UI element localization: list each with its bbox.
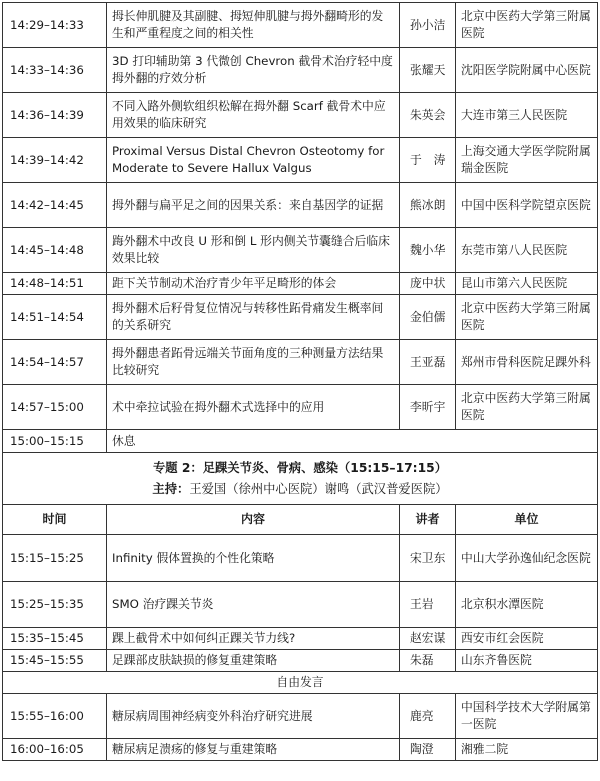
table-row — [3, 650, 598, 672]
speaker-cell: 朱磊 — [400, 650, 456, 672]
unit-cell: 西安市红会医院 — [456, 628, 598, 650]
time-cell: 16:00–16:05 — [3, 739, 107, 761]
content-cell: 踝上截骨术中如何纠正踝关节力线? — [107, 628, 400, 650]
time-cell: 14:42–14:45 — [3, 183, 107, 228]
unit-cell: 昆山市第六人民医院 — [456, 273, 598, 295]
speaker-cell: 朱英会 — [400, 93, 456, 138]
schedule-table — [2, 2, 598, 761]
unit-cell: 中国科学技术大学附属第一医院 — [456, 694, 598, 739]
speaker-cell: 王岩 — [400, 582, 456, 628]
time-cell: 15:15–15:25 — [3, 535, 107, 582]
content-cell: 不同入路外侧软组织松解在拇外翻 Scarf 截骨术中应用效果的临床研究 — [107, 93, 400, 138]
unit-cell: 中山大学孙逸仙纪念医院 — [456, 535, 598, 582]
time-cell: 15:55–16:00 — [3, 694, 107, 739]
column-header-unit: 单位 — [456, 505, 598, 535]
chair-names: 王爱国（徐州中心医院）谢鸣（武汉普爱医院） — [189, 481, 448, 496]
unit-cell: 北京积水潭医院 — [456, 582, 598, 628]
speaker-cell: 庞中状 — [400, 273, 456, 295]
speaker-cell: 赵宏谋 — [400, 628, 456, 650]
break-row — [3, 430, 598, 453]
speaker-cell: 张耀天 — [400, 48, 456, 93]
table-row — [3, 385, 598, 430]
time-cell: 15:35–15:45 — [3, 628, 107, 650]
unit-cell: 沈阳医学院附属中心医院 — [456, 48, 598, 93]
content-cell: 距下关节制动术治疗青少年平足畸形的体会 — [107, 273, 400, 295]
unit-cell: 山东齐鲁医院 — [456, 650, 598, 672]
table-row — [3, 228, 598, 273]
free-speech-row — [3, 672, 598, 694]
time-cell: 14:51–14:54 — [3, 295, 107, 340]
table-row — [3, 535, 598, 582]
session-cell — [3, 453, 598, 505]
time-cell: 14:45–14:48 — [3, 228, 107, 273]
time-cell: 14:29–14:33 — [3, 3, 107, 48]
content-cell: 术中牵拉试验在拇外翻术式选择中的应用 — [107, 385, 400, 430]
session-chairs — [3, 479, 597, 500]
table-row — [3, 340, 598, 385]
table-row — [3, 694, 598, 739]
unit-cell: 北京中医药大学第三附属医院 — [456, 385, 598, 430]
session-title: 专题 2：足踝关节炎、骨病、感染（15:15–17:15） — [152, 460, 448, 475]
content-cell: 拇外翻与扁平足之间的因果关系：来自基因学的证据 — [107, 183, 400, 228]
session-header — [3, 453, 598, 505]
column-header-content: 内容 — [107, 505, 400, 535]
unit-cell: 北京中医药大学第三附属医院 — [456, 295, 598, 340]
column-header-speaker: 讲者 — [400, 505, 456, 535]
unit-cell: 中国中医科学院望京医院 — [456, 183, 598, 228]
column-header-time: 时间 — [3, 505, 107, 535]
unit-cell: 郑州市骨科医院足踝外科 — [456, 340, 598, 385]
chair-label: 主持： — [152, 481, 190, 496]
content-cell: 踇外翻术中改良 U 形和倒 L 形内侧关节囊缝合后临床效果比较 — [107, 228, 400, 273]
speaker-cell: 李昕宇 — [400, 385, 456, 430]
table-row — [3, 582, 598, 628]
time-cell: 14:54–14:57 — [3, 340, 107, 385]
content-cell: Infinity 假体置换的个性化策略 — [107, 535, 400, 582]
table-row — [3, 48, 598, 93]
unit-cell: 上海交通大学医学院附属瑞金医院 — [456, 138, 598, 183]
time-cell: 14:48–14:51 — [3, 273, 107, 295]
time-cell: 14:39–14:42 — [3, 138, 107, 183]
content-cell: Proximal Versus Distal Chevron Osteotomy for Moderate to Severe Hallux Valgus — [107, 138, 400, 183]
table-row — [3, 739, 598, 761]
speaker-cell: 于 涛 — [400, 138, 456, 183]
content-cell: 拇外翻术后籽骨复位情况与转移性跖骨痛发生概率间的关系研究 — [107, 295, 400, 340]
content-cell: 3D 打印辅助第 3 代微创 Chevron 截骨术治疗轻中度拇外翻的疗效分析 — [107, 48, 400, 93]
content-cell: 糖尿病足溃疡的修复与重建策略 — [107, 739, 400, 761]
column-header-row — [3, 505, 598, 535]
speaker-cell: 宋卫东 — [400, 535, 456, 582]
speaker-cell: 鹿亮 — [400, 694, 456, 739]
unit-cell: 大连市第三人民医院 — [456, 93, 598, 138]
speaker-cell: 金伯儒 — [400, 295, 456, 340]
table-row — [3, 93, 598, 138]
table-row — [3, 138, 598, 183]
table-row — [3, 295, 598, 340]
break-label: 休息 — [107, 430, 598, 453]
time-cell: 15:25–15:35 — [3, 582, 107, 628]
content-cell: 拇外翻患者跖骨远端关节面角度的三种测量方法结果比较研究 — [107, 340, 400, 385]
table-row — [3, 183, 598, 228]
unit-cell: 东莞市第八人民医院 — [456, 228, 598, 273]
content-cell: 足踝部皮肤缺损的修复重建策略 — [107, 650, 400, 672]
time-cell: 14:36–14:39 — [3, 93, 107, 138]
free-speech-label: 自由发言 — [3, 672, 598, 694]
content-cell: SMO 治疗踝关节炎 — [107, 582, 400, 628]
speaker-cell: 陶澄 — [400, 739, 456, 761]
time-cell: 15:45–15:55 — [3, 650, 107, 672]
time-cell: 14:57–15:00 — [3, 385, 107, 430]
table-row — [3, 628, 598, 650]
speaker-cell: 熊冰朗 — [400, 183, 456, 228]
speaker-cell: 王亚磊 — [400, 340, 456, 385]
speaker-cell: 魏小华 — [400, 228, 456, 273]
table-row — [3, 273, 598, 295]
unit-cell: 北京中医药大学第三附属医院 — [456, 3, 598, 48]
table-row — [3, 3, 598, 48]
time-cell: 15:00–15:15 — [3, 430, 107, 453]
speaker-cell: 孙小洁 — [400, 3, 456, 48]
time-cell: 14:33–14:36 — [3, 48, 107, 93]
unit-cell: 湘雅二院 — [456, 739, 598, 761]
content-cell: 拇长伸肌腱及其副腱、拇短伸肌腱与拇外翻畸形的发生和严重程度之间的相关性 — [107, 3, 400, 48]
content-cell: 糖尿病周围神经病变外科治疗研究进展 — [107, 694, 400, 739]
